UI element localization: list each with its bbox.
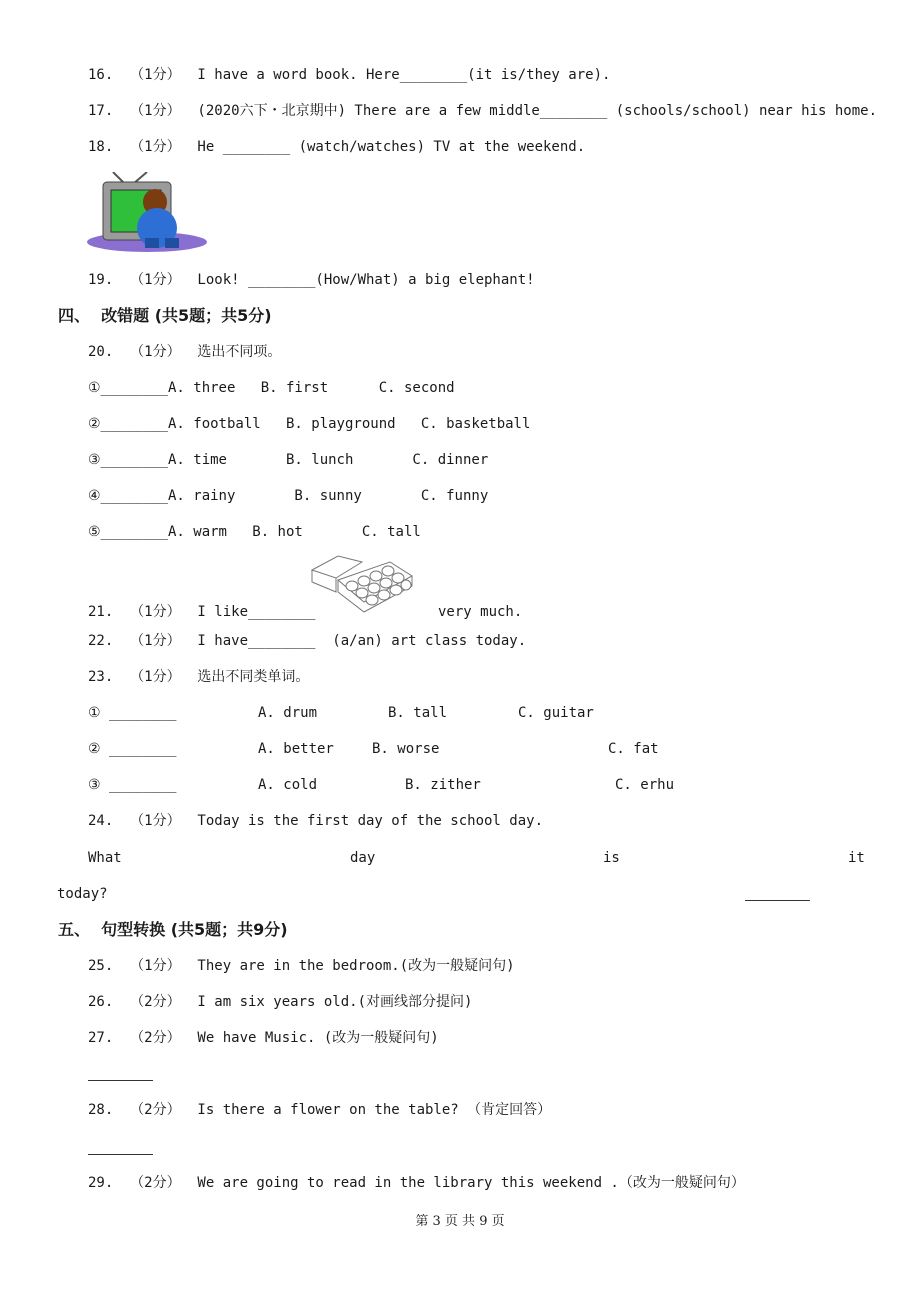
q23-row-2-a: A. better bbox=[258, 741, 334, 757]
q24-answer-blank[interactable] bbox=[745, 900, 810, 901]
question-22: 22. （1分） I have________ (a/an) art class today. bbox=[88, 633, 527, 649]
page-footer: 第 3 页 共 9 页 bbox=[415, 1214, 505, 1229]
question-28: 28. （2分） Is there a flower on the table? （肯定回答） bbox=[88, 1102, 552, 1118]
question-25: 25. （1分） They are in the bedroom.(改为一般疑问句) bbox=[88, 958, 515, 974]
q23-row-2-c: C. fat bbox=[608, 741, 659, 757]
q23-row-1-num: ① ________ bbox=[88, 705, 177, 721]
question-23: 23. （1分） 选出不同类单词。 bbox=[88, 669, 310, 685]
section-5-heading: 五、 句型转换 (共5题；共9分) bbox=[58, 920, 288, 939]
q27-answer-blank[interactable] bbox=[88, 1080, 153, 1081]
question-19: 19. （1分） Look! ________(How/What) a big elephant! bbox=[88, 272, 535, 288]
question-21-tail: very much. bbox=[438, 604, 523, 620]
q28-answer-blank[interactable] bbox=[88, 1154, 153, 1155]
q20-option-1: ①________A. three B. first C. second bbox=[88, 380, 455, 396]
q24-word-day: day bbox=[350, 850, 376, 866]
question-27: 27. （2分） We have Music. (改为一般疑问句) bbox=[88, 1030, 439, 1046]
question-17: 17. （1分） (2020六下・北京期中) There are a few middle________ (schools/school) near his home. bbox=[88, 103, 878, 119]
question-18: 18. （1分） He ________ (watch/watches) TV at the weekend. bbox=[88, 139, 586, 155]
q23-row-1-b: B. tall bbox=[388, 705, 448, 721]
q20-option-5: ⑤________A. warm B. hot C. tall bbox=[88, 524, 421, 540]
q23-row-2-b: B. worse bbox=[372, 741, 440, 757]
q20-option-4: ④________A. rainy B. sunny C. funny bbox=[88, 488, 489, 504]
q23-row-3-a: A. cold bbox=[258, 777, 318, 793]
q24-word-is: is bbox=[603, 850, 620, 866]
q23-row-3-b: B. zither bbox=[405, 777, 481, 793]
q23-row-2-num: ② ________ bbox=[88, 741, 177, 757]
q24-word-what: What bbox=[88, 850, 122, 866]
question-26: 26. （2分） I am six years old.(对画线部分提问) bbox=[88, 994, 473, 1010]
q20-option-2: ②________A. football B. playground C. basketball bbox=[88, 416, 531, 432]
q24-word-it: it bbox=[848, 850, 865, 866]
question-21: 21. （1分） I like________ bbox=[88, 604, 316, 620]
question-29: 29. （2分） We are going to read in the library this weekend .（改为一般疑问句） bbox=[88, 1175, 745, 1191]
question-24: 24. （1分） Today is the first day of the school day. bbox=[88, 813, 544, 829]
q20-option-3: ③________A. time B. lunch C. dinner bbox=[88, 452, 489, 468]
question-16: 16. （1分） I have a word book. Here________(it is/they are). bbox=[88, 67, 611, 83]
tv-watching-illustration bbox=[85, 172, 210, 257]
eggs-carton-illustration bbox=[308, 552, 418, 614]
section-4-heading: 四、 改错题 (共5题；共5分) bbox=[58, 306, 272, 325]
q23-row-3-num: ③ ________ bbox=[88, 777, 177, 793]
q23-row-3-c: C. erhu bbox=[615, 777, 675, 793]
q23-row-1-c: C. guitar bbox=[518, 705, 594, 721]
q24-today: today? bbox=[57, 886, 108, 902]
q23-row-1-a: A. drum bbox=[258, 705, 318, 721]
question-20: 20. （1分） 选出不同项。 bbox=[88, 344, 282, 360]
